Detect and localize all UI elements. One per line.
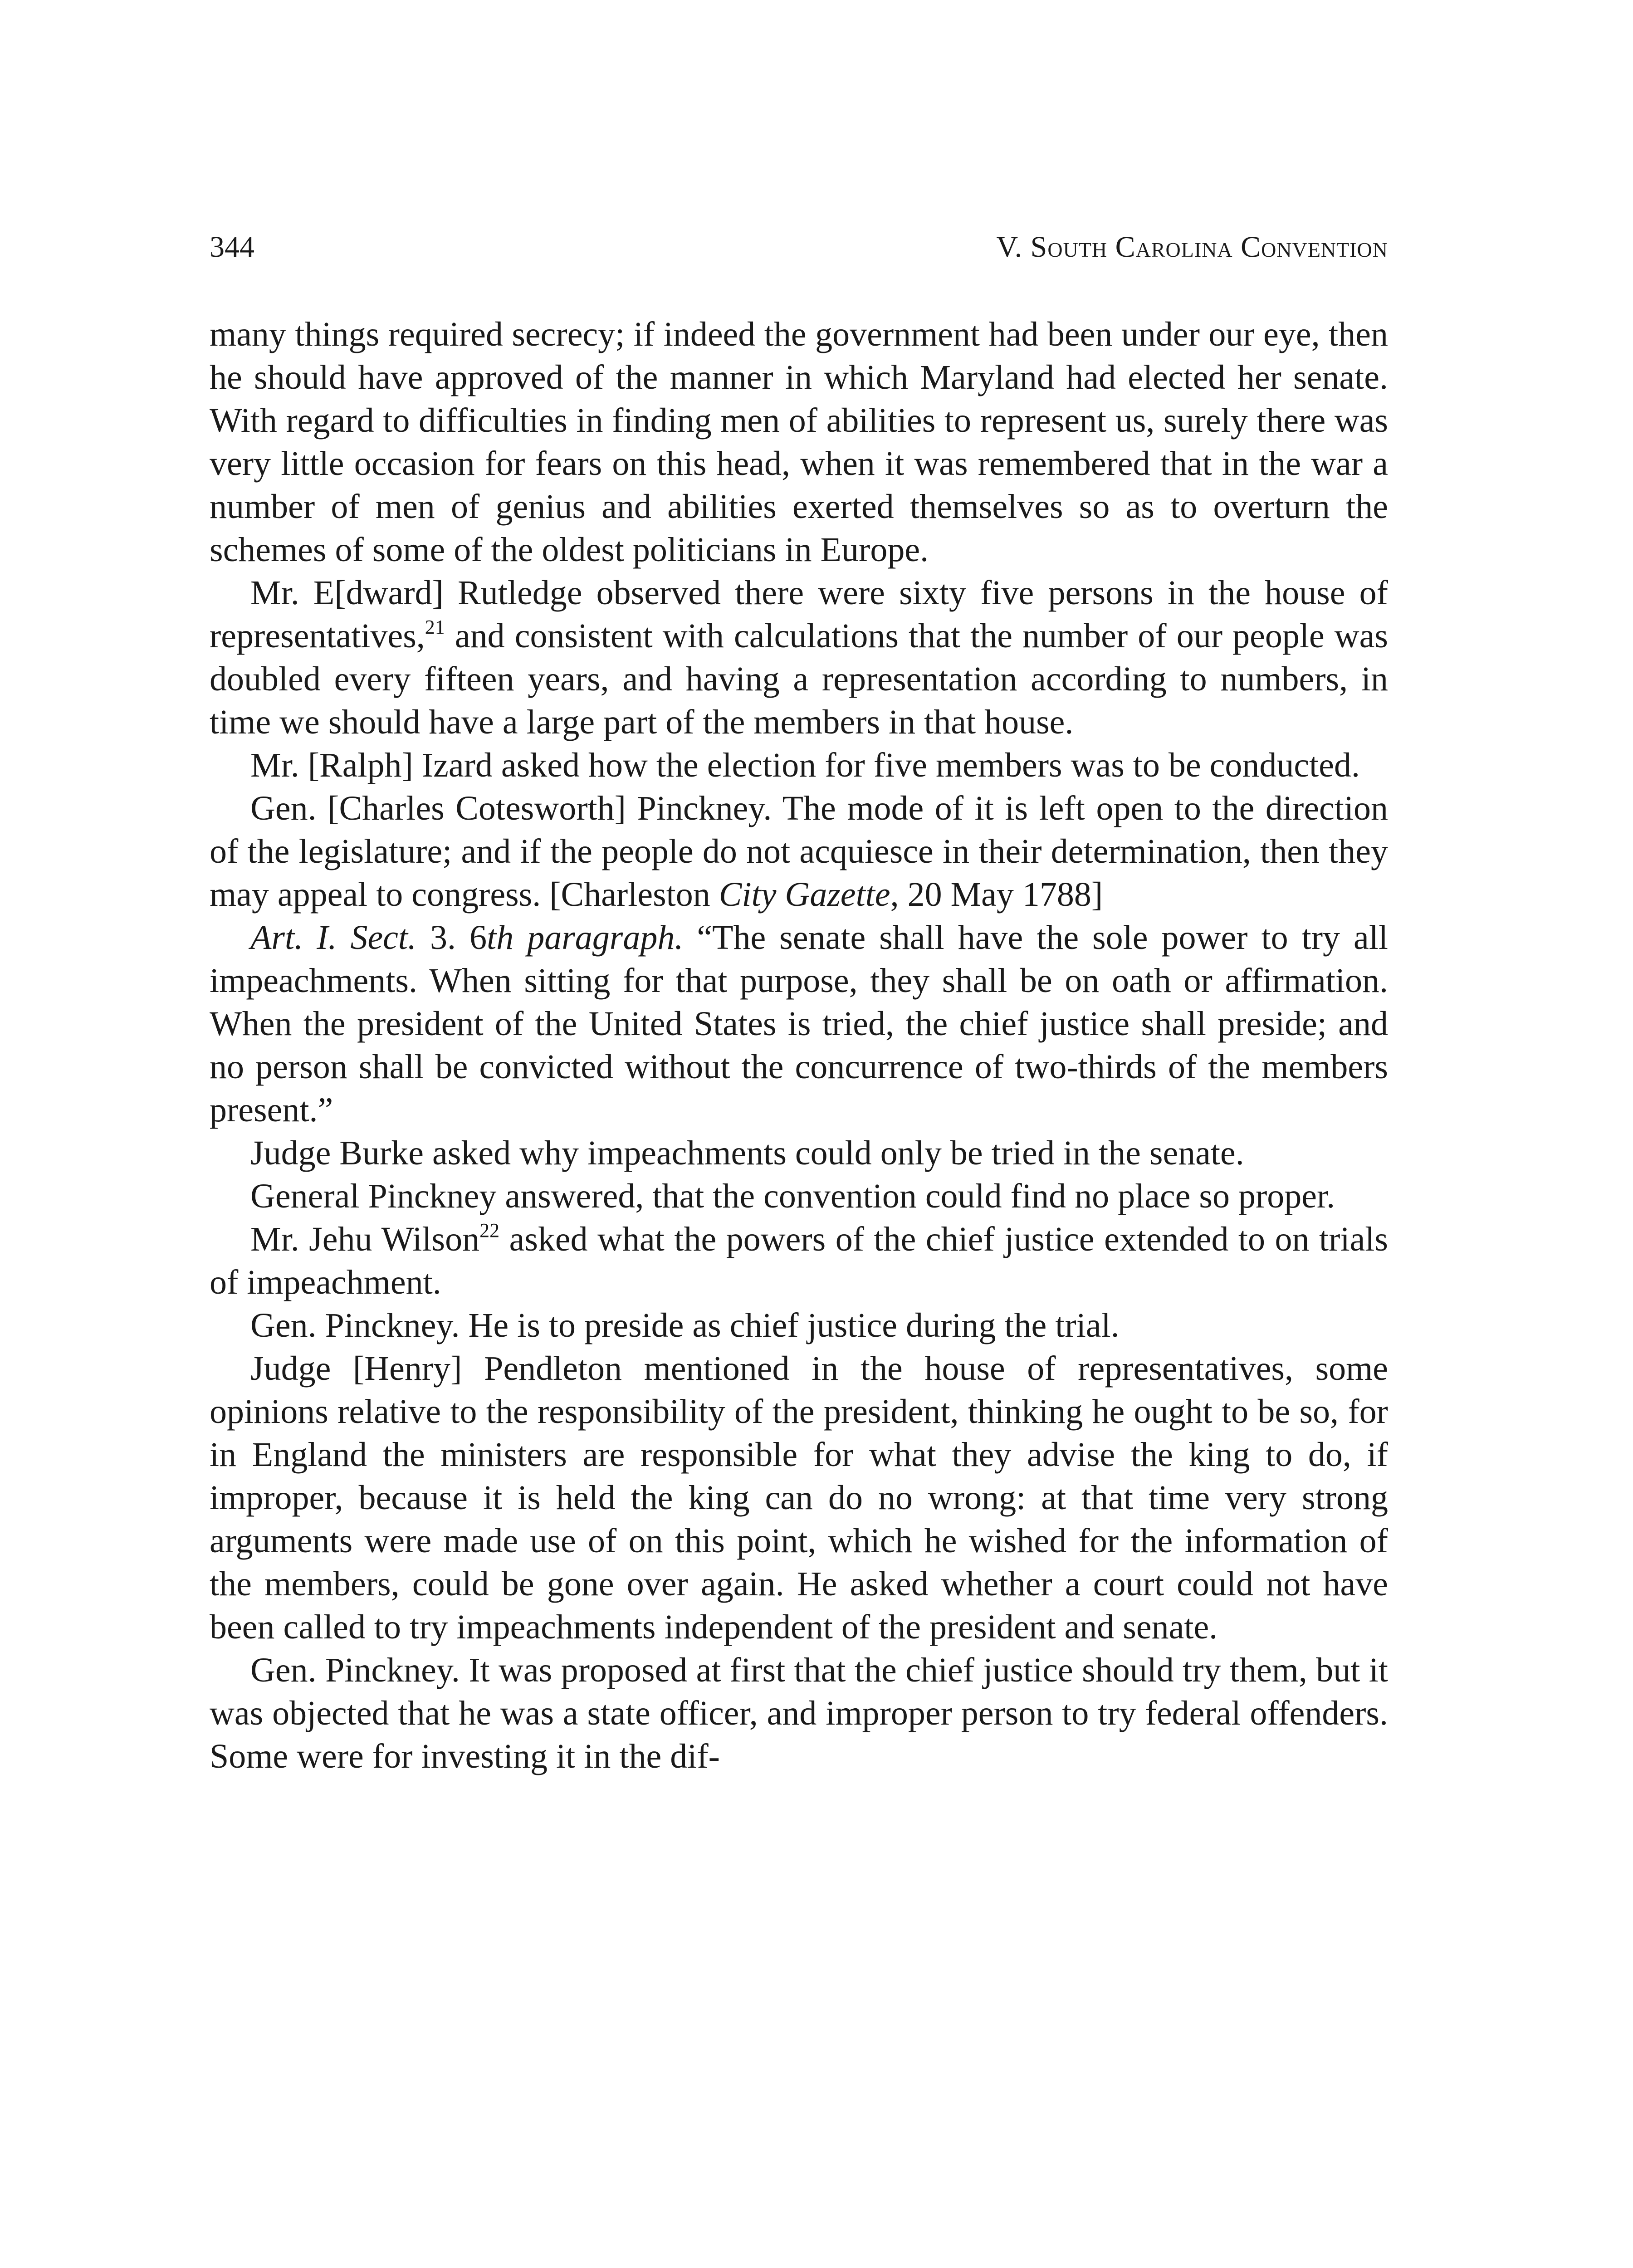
italic-citation: City Gazette	[719, 875, 890, 914]
page-number: 344	[210, 230, 254, 264]
paragraph-text: 3. 6	[416, 919, 487, 957]
paragraph-text: asked what the powers of the chief justice extended to on trials of impeachment.	[210, 1220, 1389, 1301]
paragraph-rutledge	[210, 572, 1388, 744]
paragraph-pinckney-preside	[210, 1304, 1388, 1347]
paragraph-burke	[210, 1132, 1388, 1175]
paragraph-text: Gen. Pinckney. It was proposed at first that the chief justice should try them, but it was objected that he was a state officer, and improper person to try federal offenders. Some were for investing it in the dif-	[210, 1651, 1388, 1775]
paragraph-text: Judge [Henry] Pendleton mentioned in the house of representatives, some opinions relative to the responsibility of the president, thinking he ought to be so, for in England the ministers are responsible for what they advise the king to do, if improper, because it is held the king can do no wrong: at that time very strong arguments were made use of on this point, which he wished for the information of the members, could be gone over again. He asked whether a court could not have been called to try impeachments independent of the president and senate.	[210, 1349, 1388, 1646]
paragraph-text: Mr. E[dward] Rutledge observed there were sixty five persons in the house of representatives,	[210, 574, 1388, 655]
paragraph-izard	[210, 744, 1388, 787]
footnote-marker[interactable]: 22	[479, 1219, 500, 1242]
italic-paragraph-label: th paragraph.	[487, 919, 684, 957]
paragraph-pinckney-proposal	[210, 1649, 1388, 1778]
paragraph-text: many things required secrecy; if indeed the government had been under our eye, then he should have approved of the manner in which Maryland had elected her senate. With regard to difficulties in finding men of abilities to represent us, surely there was very little occasion for fears on this head, when it was remembered that in the war a number of men of genius and abilities exerted themselves so as to overturn the schemes of some of the oldest politicians in Europe.	[210, 315, 1388, 569]
footnote-marker[interactable]: 21	[425, 616, 445, 638]
running-head	[210, 222, 1388, 272]
paragraph-pendleton	[210, 1347, 1388, 1649]
paragraph-pinckney-mode	[210, 787, 1388, 916]
paragraph-text: Gen. [Charles Cotesworth] Pinckney. The mode of it is left open to the direction of the legislature; and if the people do not acquiesce in their determination, then they may appeal to congress. [Charleston	[210, 789, 1388, 914]
paragraph-text: , 20 May 1788]	[890, 875, 1103, 914]
paragraph-general-pinckney	[210, 1175, 1388, 1218]
paragraph-continued	[210, 313, 1388, 572]
paragraph-text: Mr. Jehu Wilson	[250, 1220, 480, 1258]
paragraph-text: Gen. Pinckney. He is to preside as chief justice during the trial.	[250, 1306, 1120, 1344]
paragraph-text: “The senate shall have the sole power to try all impeachments. When sitting for that purpose, they shall be on oath or affirmation. When the president of the United States is tried, the chief justice shall preside; and no person shall be convicted without the concurrence of two-thirds of the members present.”	[210, 919, 1389, 1129]
paragraph-text: General Pinckney answered, that the convention could find no place so proper.	[250, 1177, 1335, 1215]
paragraph-text: Judge Burke asked why impeachments could only be tried in the senate.	[250, 1134, 1244, 1172]
paragraph-article-quote	[210, 916, 1388, 1132]
paragraph-text: Mr. [Ralph] Izard asked how the election for five members was to be conducted.	[250, 746, 1360, 784]
body-text	[210, 313, 1388, 1778]
italic-article: Art. I. Sect.	[250, 919, 417, 957]
running-title: V. South Carolina Convention	[996, 230, 1388, 264]
paragraph-wilson	[210, 1218, 1388, 1304]
paragraph-text: and consistent with calculations that the number of our people was doubled every fifteen years, and having a representation according to numbers, in time we should have a large part of the members in that house.	[210, 617, 1388, 741]
